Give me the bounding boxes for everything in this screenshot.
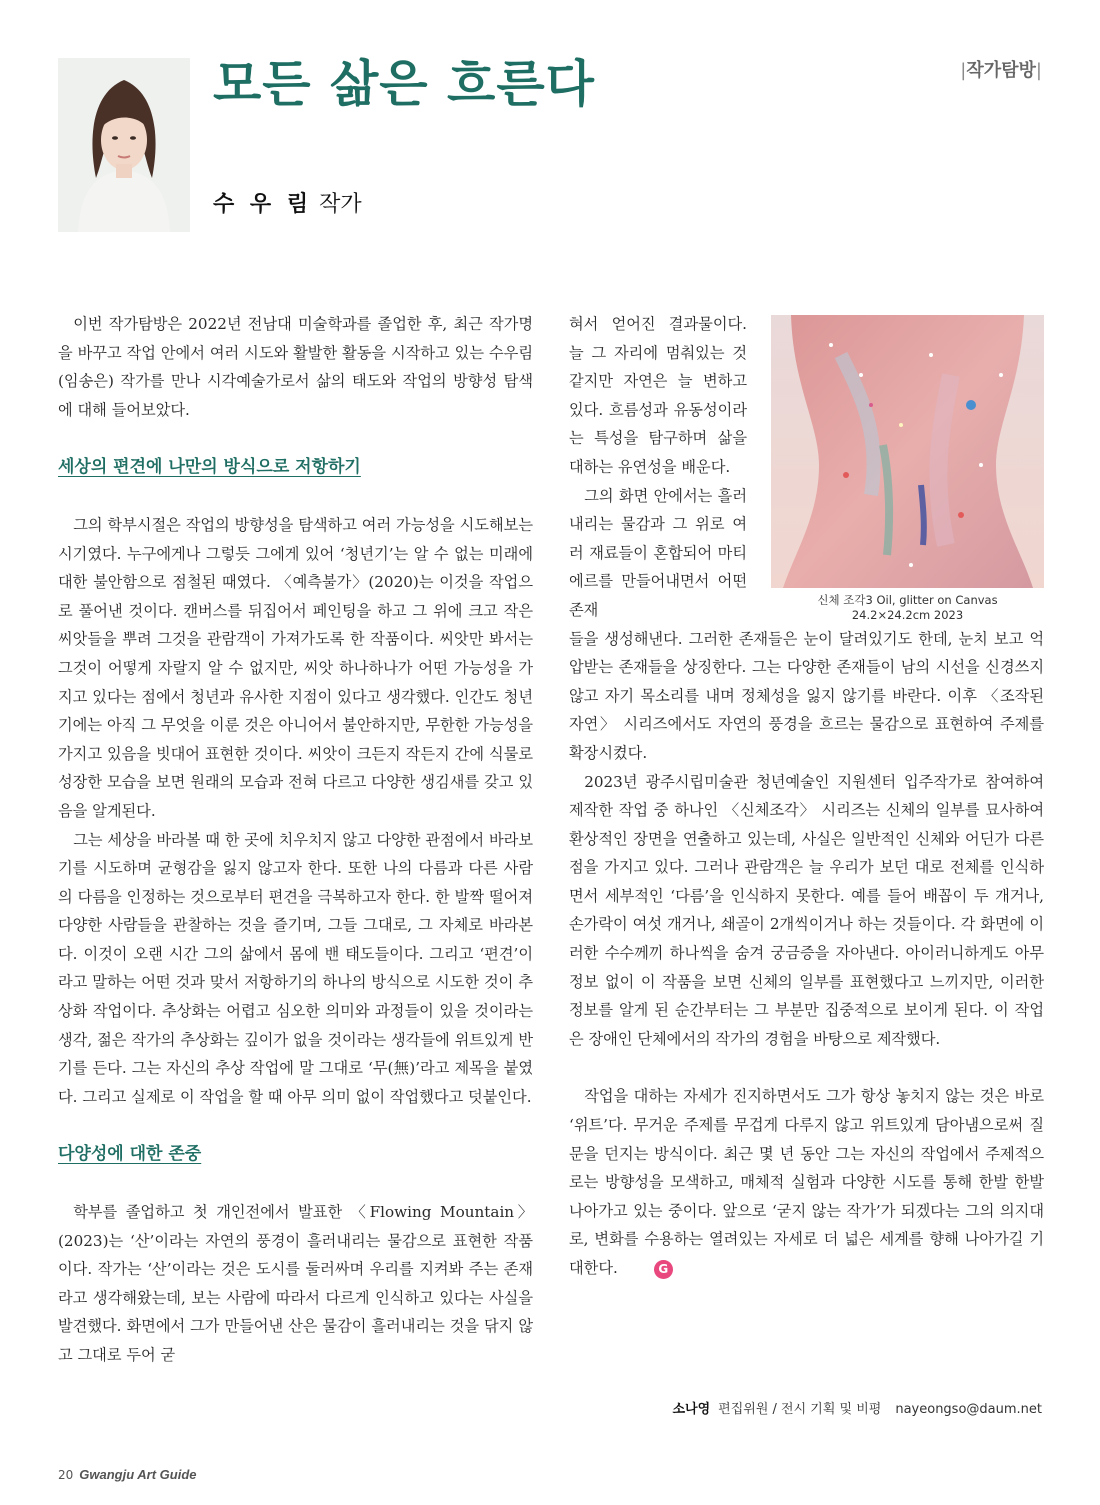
section1-heading-wrap — [58, 453, 533, 482]
artwork-caption-line-1: 신체 조각3 Oil, glitter on Canvas — [817, 593, 998, 607]
article-title: 모든 삶은 흐른다 — [213, 55, 595, 113]
section2-paragraph-2-start: 그의 화면 안에서는 흘러내리는 물감과 그 위로 여러 재료들이 혼합되어 마티에르를 만들어내면서 어떤 존재 — [569, 486, 747, 619]
closing-paragraph — [569, 1082, 1044, 1282]
section2-paragraph-3: 2023년 광주시립미술관 청년예술인 지원센터 입주작가로 참여하여 제작한 작업 중 하나인 〈신체조각〉 시리즈는 신체의 일부를 묘사하여 환상적인 장면을 연출하고 있는데, 사실은 일반적인 신체와 어딘가 다른 점을 가지고 있다. 그러나 관람객은 늘 우리가 보던 대로 전체를 인식하면서 세부적인 ‘다름’을 인식하지 못한다. 예를 들어 배꼽이 두 개거나, 손가락이 여섯 개거나, 쇄골이 2개씩이거나 하는 것들이다. 각 화면에 이러한 수수께끼 하나씩을 숨겨 궁금증을 자아낸다. 아이러니하게도 아무 정보 없이 이 작품을 보면 신체의 일부를 표현했다고 느끼지만, 이러한 정보를 알게 된 순간부터는 그 부분만 집중적으로 보이게 된다. 이 작업은 장애인 단체에서의 작가의 경험을 바탕으로 제작했다. — [569, 772, 1044, 1048]
author-credit — [672, 1398, 1042, 1417]
section-tag-label: 작가탐방 — [966, 60, 1036, 81]
page-number: 20 — [58, 1468, 74, 1482]
section2-heading: 다양성에 대한 존중 — [58, 1144, 202, 1165]
section2-paragraph-1-continued: 혀서 얻어진 결과물이다. 늘 그 자리에 멈춰있는 것 같지만 자연은 늘 변하고 있다. 흐름성과 유동성이라는 특성을 탐구하며 삶을 대하는 유연성을 배운다. — [569, 315, 747, 476]
magazine-name: Gwangju Art Guide — [79, 1467, 197, 1482]
artist-portrait — [58, 58, 190, 232]
section2-paragraph-2-end: 들을 생성해낸다. 그러한 존재들은 눈이 달려있기도 한데, 눈치 보고 억압받는 존재들을 상징한다. 그는 다양한 존재들이 남의 시선을 신경쓰지 않고 자기 목소리를 내며 정체성을 잃지 않기를 바란다. 이후 〈조작된 자연〉 시리즈에서도 자연의 풍경을 흐르는 물감으로 표현하여 주제를 확장시켰다. — [569, 629, 1044, 762]
artwork-caption — [771, 593, 1044, 623]
byline — [213, 187, 362, 218]
artwork-caption-line-2: 24.2×24.2cm 2023 — [851, 608, 964, 622]
artist-name: 수 우 림 — [213, 192, 313, 217]
artist-role: 작가 — [319, 192, 362, 217]
column-left — [58, 310, 533, 1370]
author-role: 편집위원 / 전시 기획 및 비평 — [718, 1402, 882, 1417]
section1-paragraph-1: 그의 학부시절은 작업의 방향성을 탐색하고 여러 가능성을 시도해보는 시기였다. 누구에게나 그렇듯 그에게 있어 ‘청년기’는 알 수 없는 미래에 대한 불안함으로 점철된 때였다. 〈예측불가〉(2020)는 이것을 작업으로 풀어낸 것이다. 캔버스를 뒤집어서 페인팅을 하고 그 위에 크고 작은 씨앗들을 뿌려 그것을 관람객이 가져가도록 한 작품이다. 씨앗만 봐서는 그것이 어떻게 자랄지 알 수 없지만, 씨앗 하나하나가 어떤 가능성을 가지고 있다는 점에서 청년과 유사한 지점이 있다고 생각했다. 인간도 청년기에는 아직 그 무엇을 이룬 것은 아니어서 불안하지만, 무한한 가능성을 가지고 있음을 빗대어 표현한 것이다. 씨앗이 크든지 작든지 간에 식물로 성장한 모습을 보면 원래의 모습과 전혀 다르고 다양한 생김새를 갖고 있음을 알게된다. — [58, 515, 533, 820]
intro-paragraph: 이번 작가탐방은 2022년 전남대 미술학과를 졸업한 후, 최근 작가명을 바꾸고 작업 안에서 여러 시도와 활발한 활동을 시작하고 있는 수우림(임송은) 작가를 만나 시각예술가로서 삶의 태도와 작업의 방향성 탐색에 대해 들어보았다. — [58, 315, 533, 419]
section2-paragraph-1: 학부를 졸업하고 첫 개인전에서 발표한 〈Flowing Mountain〉(2023)는 ‘산’이라는 자연의 풍경이 흘러내리는 물감으로 표현한 작품이다. 작가는 ‘산’이라는 것은 도시를 둘러싸며 우리를 지켜봐 주는 존재라고 생각해왔는데, 보는 사람에 따라서 다르게 인식하고 있다는 사실을 발견했다. 화면에서 그가 만들어낸 산은 물감이 흘러내리는 것을 닦지 않고 그대로 두어 굳 — [58, 1203, 533, 1364]
magazine-logo-icon: G — [654, 1260, 673, 1279]
section1-paragraph-2: 그는 세상을 바라볼 때 한 곳에 치우치지 않고 다양한 관점에서 바라보기를 시도하며 균형감을 잃지 않고자 한다. 또한 나의 다름과 다른 사람의 다름을 인정하는 것으로부터 편견을 극복하고자 한다. 한 발짝 떨어져 다양한 사람들을 관찰하는 것을 즐기며, 그들 그대로, 그 자체로 바라본다. 이것이 오랜 시간 그의 삶에서 몸에 밴 태도들이다. 그리고 ‘편견’이라고 말하는 어떤 것과 맞서 저항하기의 하나의 방식으로 시도한 것이 추상화 작업이다. 추상화는 어렵고 심오한 의미와 과정들이 있을 것이라는 생각, 젊은 작가의 추상화는 깊이가 없을 것이라는 생각들에 위트있게 반기를 든다. 그는 자신의 추상 작업에 말 그대로 ‘무(無)’라고 제목을 붙였다. 그리고 실제로 이 작업을 할 때 아무 의미 없이 작업했다고 덧붙인다. — [58, 830, 533, 1106]
page-footer — [58, 1467, 197, 1482]
section2-heading-wrap — [58, 1140, 533, 1169]
narrow-text-block — [569, 310, 747, 625]
section-tag: |작가탐방| — [960, 60, 1042, 81]
closing-text: 작업을 대하는 자세가 진지하면서도 그가 항상 놓치지 않는 것은 바로 ‘위트’다. 무거운 주제를 무겁게 다루지 않고 위트있게 담아냄으로써 질문을 던지는 방식이다. 최근 몇 년 동안 그는 자신의 작업에서 주제적으로는 방향성을 모색하고, 매체적 실험과 다양한 시도를 통해 한발 한발 나아가고 있는 중이다. 앞으로 ‘굳지 않는 작가’가 되겠다는 그의 의지대로, 변화를 수용하는 열려있는 자세로 더 넓은 세계를 향해 나아가길 기대한다. — [569, 1087, 1044, 1277]
author-name: 소나영 — [672, 1402, 711, 1417]
author-email: nayeongso@daum.net — [895, 1402, 1042, 1417]
section1-heading: 세상의 편견에 나만의 방식으로 저항하기 — [58, 457, 361, 478]
artwork-image — [771, 315, 1044, 588]
